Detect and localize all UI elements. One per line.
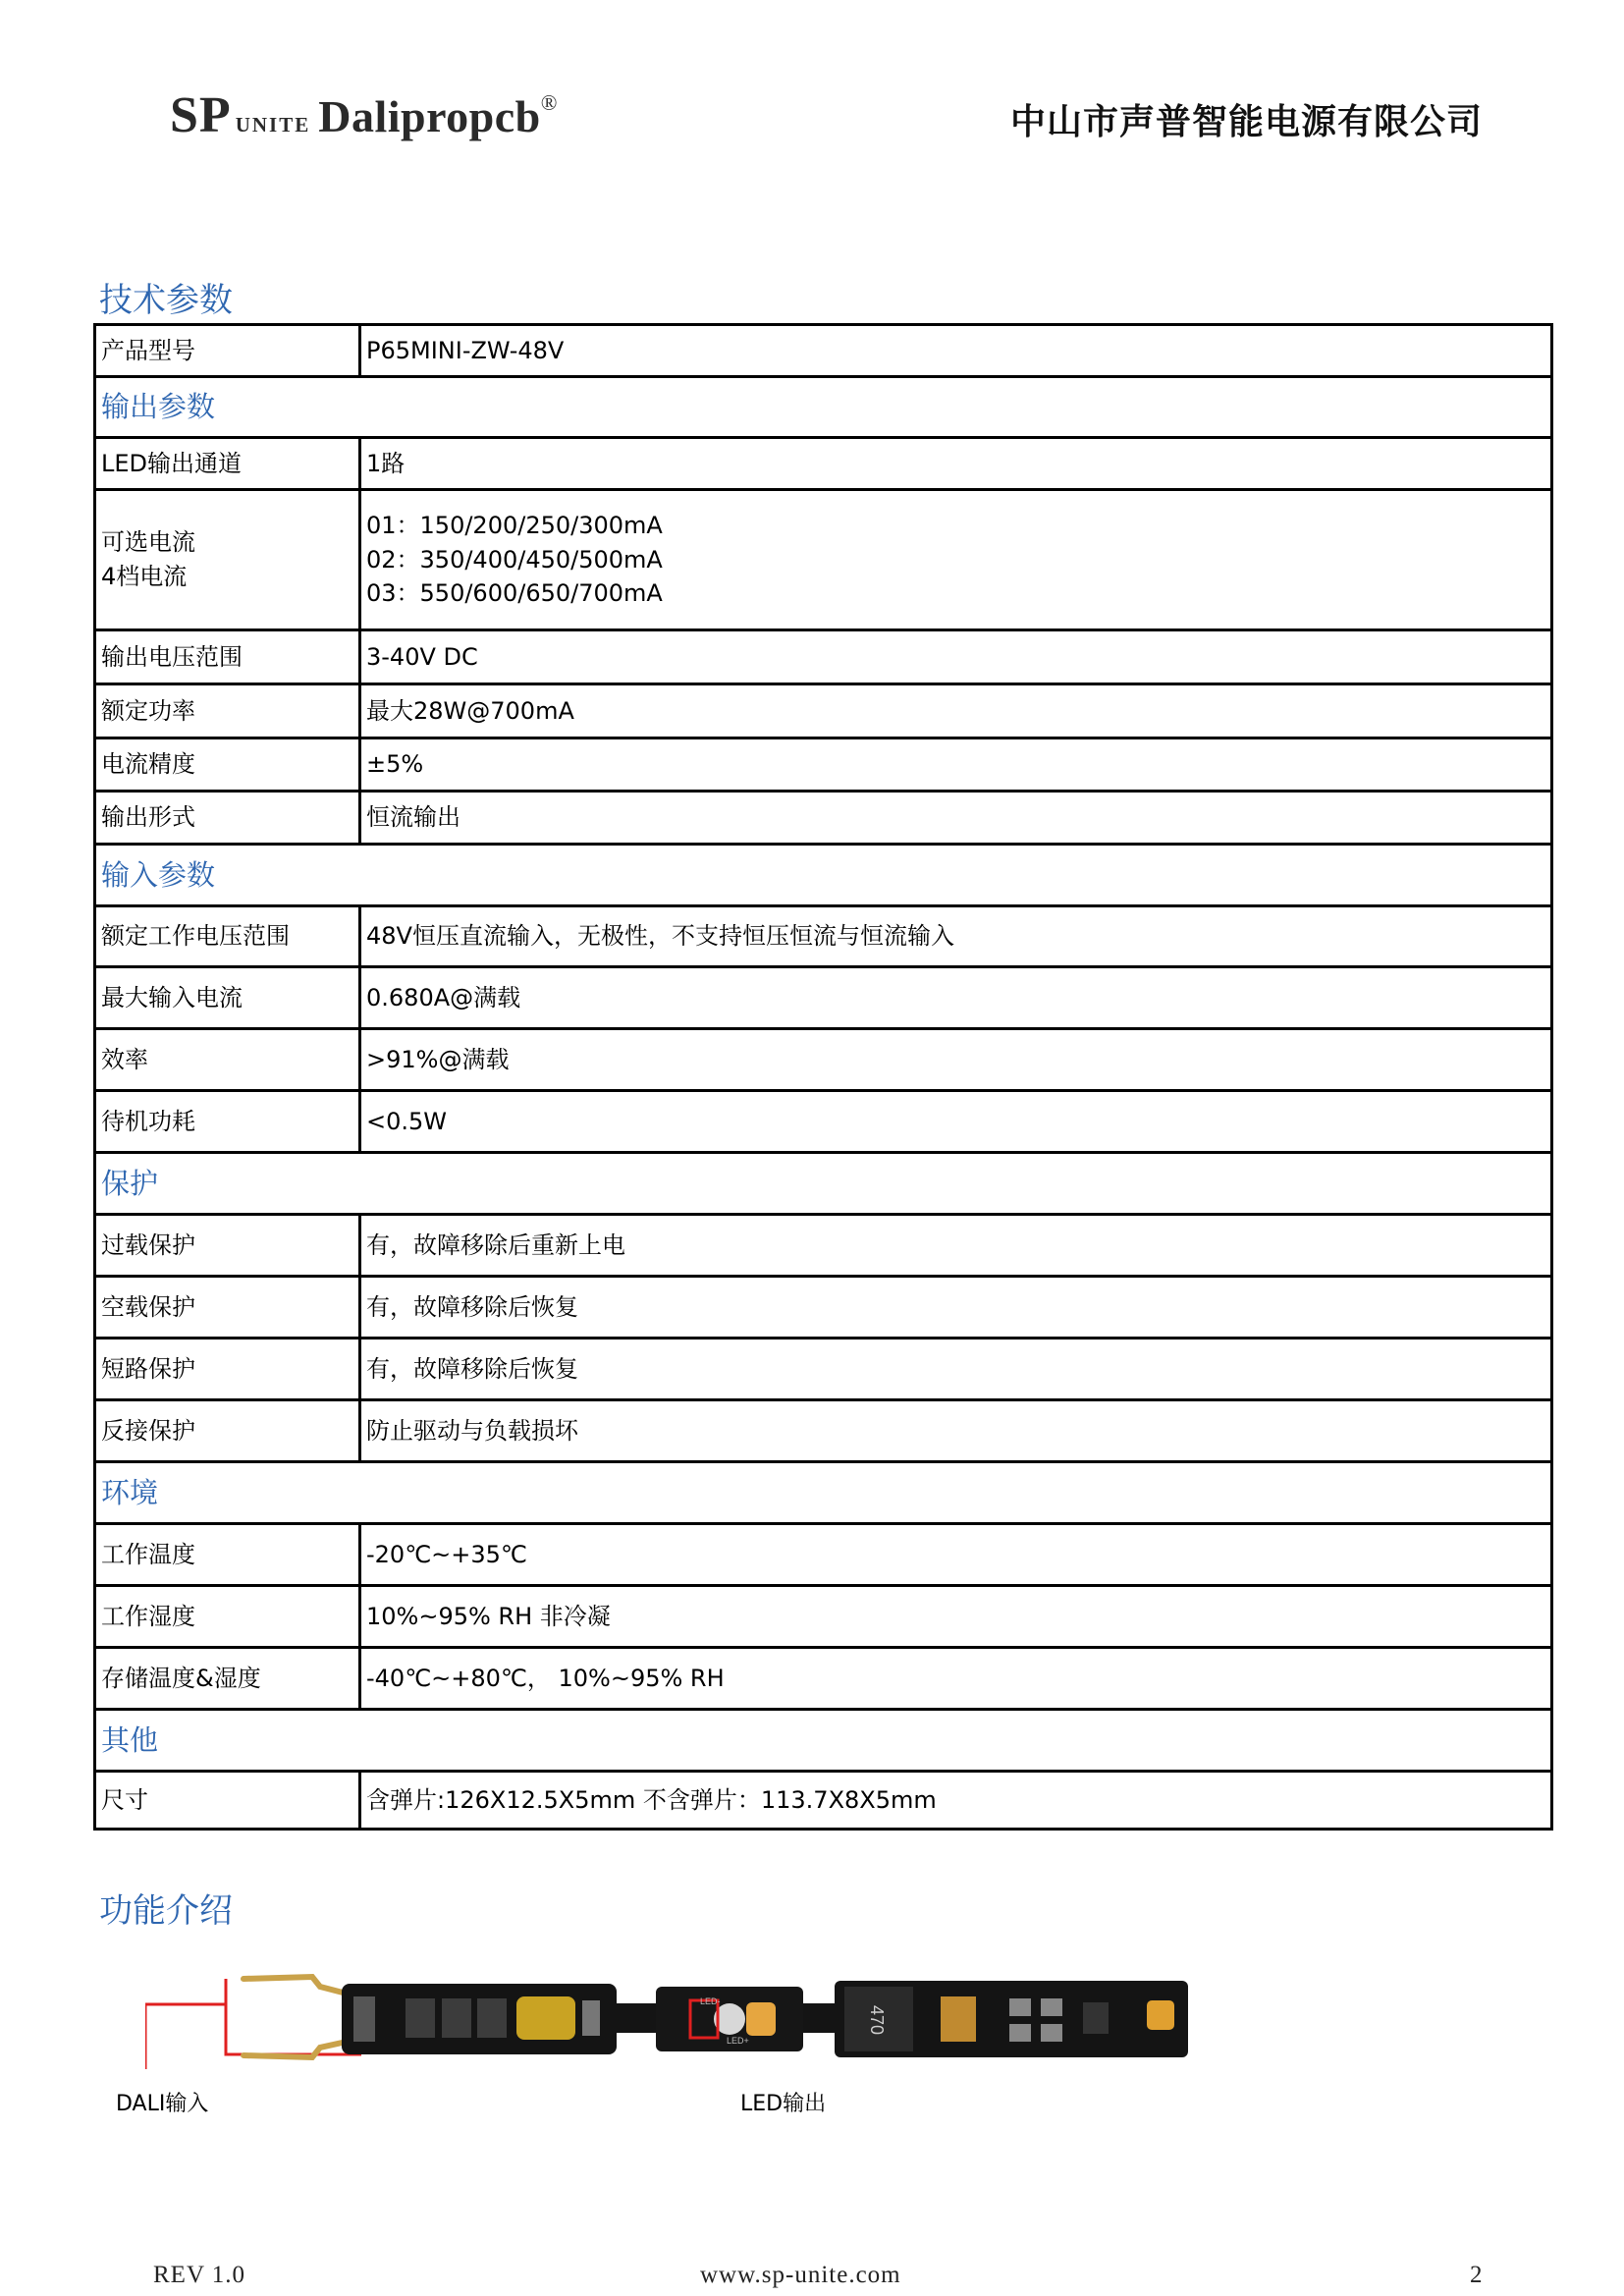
table-row <box>95 1091 1552 1153</box>
row-label: 输出形式 <box>95 792 360 845</box>
table-row <box>95 325 1552 377</box>
current-option: 01：150/200/250/300mA <box>366 511 663 539</box>
current-option: 03：550/600/650/700mA <box>366 579 663 608</box>
table-row <box>95 438 1552 490</box>
table-row <box>95 1029 1552 1091</box>
table-row <box>95 1339 1552 1400</box>
row-label: 过载保护 <box>95 1215 360 1277</box>
table-row <box>95 684 1552 738</box>
row-value: 最大28W@700mA <box>360 684 1552 738</box>
table-row <box>95 630 1552 684</box>
row-label: 效率 <box>95 1029 360 1091</box>
row-value: 有，故障移除后重新上电 <box>360 1215 1552 1277</box>
group-header-other <box>95 1710 1552 1772</box>
spec-section-title: 技术参数 <box>99 281 233 320</box>
row-value: >91%@满载 <box>360 1029 1552 1091</box>
spring-contacts <box>244 1977 347 2057</box>
group-header-input <box>95 845 1552 906</box>
group-title: 输出参数 <box>95 377 1552 438</box>
footer-revision: REV 1.0 <box>153 2262 246 2288</box>
table-row <box>95 967 1552 1029</box>
table-row <box>95 1524 1552 1586</box>
row-label: 短路保护 <box>95 1339 360 1400</box>
row-value: 0.680A@满载 <box>360 967 1552 1029</box>
row-label: 工作温度 <box>95 1524 360 1586</box>
row-label: 输出电压范围 <box>95 630 360 684</box>
group-header-protection <box>95 1153 1552 1215</box>
table-row <box>95 490 1552 630</box>
row-label: LED输出通道 <box>95 438 360 490</box>
table-row <box>95 1586 1552 1648</box>
table-row <box>95 792 1552 845</box>
row-value: 含弹片:126X12.5X5mm 不含弹片：113.7X8X5mm <box>360 1772 1552 1830</box>
row-value: 48V恒压直流输入，无极性，不支持恒压恒流与恒流输入 <box>360 906 1552 967</box>
spec-table <box>93 323 1553 1831</box>
company-name: 中山市声普智能电源有限公司 <box>1009 102 1483 142</box>
logo-sp: SP <box>170 87 232 143</box>
pad-label-minus: LED+ <box>727 2036 749 2046</box>
group-header-environment <box>95 1462 1552 1524</box>
row-value: 防止驱动与负载损坏 <box>360 1400 1552 1462</box>
row-value <box>360 490 1552 630</box>
row-label: 工作湿度 <box>95 1586 360 1648</box>
table-row <box>95 738 1552 792</box>
row-label: 额定工作电压范围 <box>95 906 360 967</box>
group-header-output <box>95 377 1552 438</box>
table-row <box>95 1400 1552 1462</box>
row-label <box>95 490 360 630</box>
table-row <box>95 1277 1552 1339</box>
row-label: 空载保护 <box>95 1277 360 1339</box>
row-label: 产品型号 <box>95 325 360 377</box>
row-label-line: 4档电流 <box>101 563 188 590</box>
row-label: 最大输入电流 <box>95 967 360 1029</box>
company-logo <box>170 86 557 147</box>
footer-url[interactable]: www.sp-unite.com <box>700 2262 901 2288</box>
table-row <box>95 1772 1552 1830</box>
group-title: 环境 <box>95 1462 1552 1524</box>
table-row <box>95 1648 1552 1710</box>
group-title: 其他 <box>95 1710 1552 1772</box>
current-option: 02：350/400/450/500mA <box>366 545 663 574</box>
row-label: 尺寸 <box>95 1772 360 1830</box>
row-value: -20℃~+35℃ <box>360 1524 1552 1586</box>
group-title: 保护 <box>95 1153 1552 1215</box>
logo-brand: Dalipropcb <box>318 91 541 141</box>
registered-mark: ® <box>540 90 558 115</box>
row-value: -40℃~+80℃， 10%~95% RH <box>360 1648 1552 1710</box>
row-value: 10%~95% RH 非冷凝 <box>360 1586 1552 1648</box>
row-label: 电流精度 <box>95 738 360 792</box>
row-value: 1路 <box>360 438 1552 490</box>
row-label: 额定功率 <box>95 684 360 738</box>
table-row <box>95 906 1552 967</box>
dali-input-caption: DALI输入 <box>116 2092 209 2116</box>
group-title: 输入参数 <box>95 845 1552 906</box>
row-value: P65MINI-ZW-48V <box>360 325 1552 377</box>
inductor-mark: 470 <box>867 2004 887 2036</box>
led-output-caption: LED输出 <box>740 2092 827 2116</box>
function-section-title: 功能介绍 <box>99 1891 233 1931</box>
pad-label-plus: LED- <box>700 1996 721 2006</box>
row-label-line: 可选电流 <box>101 528 195 557</box>
row-value: 有，故障移除后恢复 <box>360 1339 1552 1400</box>
logo-unite: UNITE <box>235 113 311 137</box>
row-value: 3-40V DC <box>360 630 1552 684</box>
row-value: ±5% <box>360 738 1552 792</box>
row-value: <0.5W <box>360 1091 1552 1153</box>
pcb-photo <box>145 1959 1188 2077</box>
row-value: 有，故障移除后恢复 <box>360 1277 1552 1339</box>
row-label: 存储温度&湿度 <box>95 1648 360 1710</box>
row-label: 反接保护 <box>95 1400 360 1462</box>
row-label: 待机功耗 <box>95 1091 360 1153</box>
row-value: 恒流输出 <box>360 792 1552 845</box>
table-row <box>95 1215 1552 1277</box>
footer-page-number: 2 <box>1470 2262 1484 2288</box>
